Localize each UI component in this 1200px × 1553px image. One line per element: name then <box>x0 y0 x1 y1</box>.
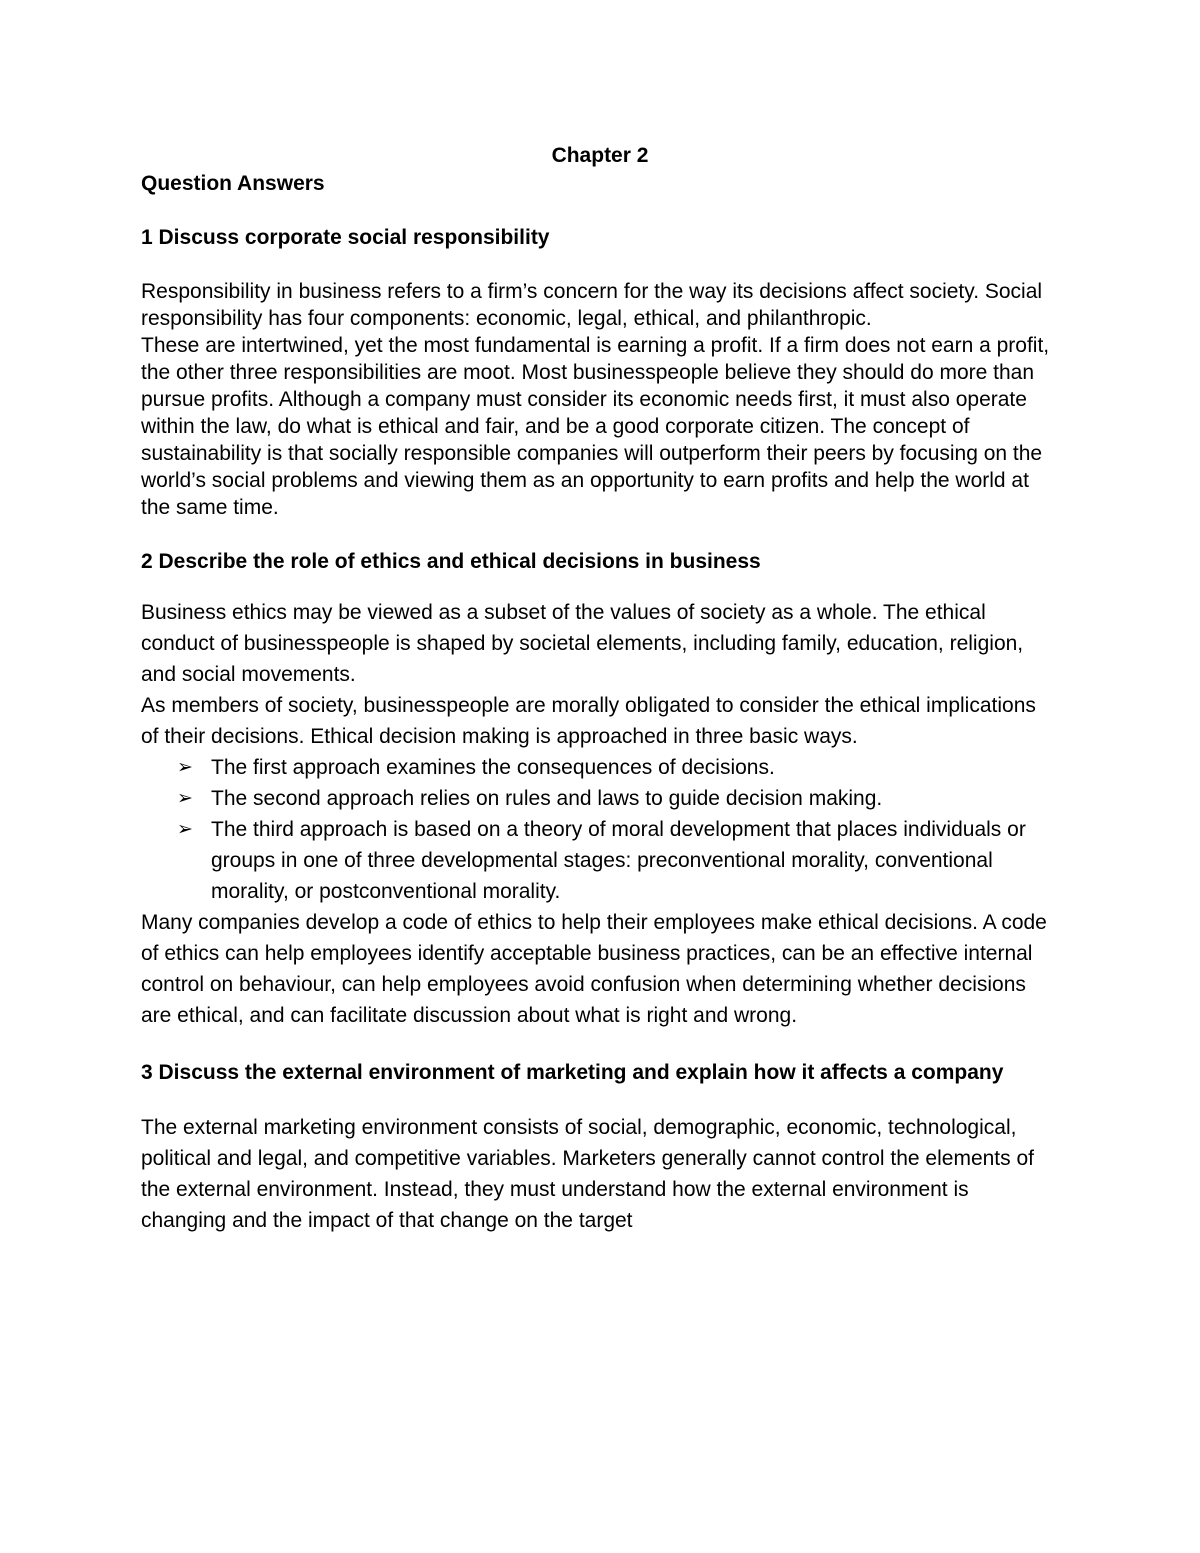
list-item <box>177 783 1059 814</box>
arrowhead-bullet-icon: ➢ <box>177 788 193 809</box>
list-item <box>177 752 1059 783</box>
list-item-text: The third approach is based on a theory of moral development that places individuals or groups in one of three developmental stages: preconventional morality, conventional morality, or postconventional morality. <box>211 818 1026 903</box>
paragraph: The external marketing environment consists of social, demographic, economic, technological, political and legal, and competitive variables. Marketers generally cannot control the elements of the external environment. Instead, they must understand how the external environment is changing and the impact of that change on the target <box>141 1116 1034 1232</box>
paragraph: Responsibility in business refers to a firm’s concern for the way its decisions affect society. Social responsibility has four components: economic, legal, ethical, and philanthropic. <box>141 280 1043 330</box>
section-2 <box>141 548 1059 1031</box>
section-3 <box>141 1059 1059 1236</box>
paragraph: These are intertwined, yet the most fundamental is earning a profit. If a firm does not earn a profit, the other three responsibilities are moot. Most businesspeople believe they should do more than pursue profits. Although a company must consider its economic needs first, it must also operate within the law, do what is ethical and fair, and be a good corporate citizen. The concept of sustainability is that socially responsible companies will outperform their peers by focusing on the world’s social problems and viewing them as an opportunity to earn profits and help the world at the same time. <box>141 334 1050 519</box>
paragraph: Business ethics may be viewed as a subset of the values of society as a whole. The ethical conduct of businesspeople is shaped by societal elements, including family, education, religion, and social movements. <box>141 601 1024 686</box>
list-item <box>177 814 1059 907</box>
arrowhead-bullet-icon: ➢ <box>177 757 193 778</box>
section-1 <box>141 224 1059 521</box>
approach-list <box>141 752 1059 907</box>
section-heading: 3 Discuss the external environment of marketing and explain how it affects a company <box>141 1061 1004 1084</box>
arrowhead-bullet-icon: ➢ <box>177 819 193 840</box>
paragraph: Many companies develop a code of ethics to help their employees make ethical decisions. A code of ethics can help employees identify acceptable business practices, can be an effective internal control on behaviour, can help employees avoid confusion when determining whether decisions are ethical, and can facilitate discussion about what is right and wrong. <box>141 911 1047 1027</box>
list-item-text: The first approach examines the consequences of decisions. <box>211 756 775 779</box>
chapter-title: Chapter 2 <box>551 144 649 167</box>
section-heading: 1 Discuss corporate social responsibility <box>141 226 550 249</box>
section-heading: 2 Describe the role of ethics and ethical decisions in business <box>141 550 761 573</box>
document-page <box>141 142 1059 1236</box>
list-item-text: The second approach relies on rules and laws to guide decision making. <box>211 787 883 810</box>
document-subtitle: Question Answers <box>141 172 325 195</box>
paragraph: As members of society, businesspeople are morally obligated to consider the ethical implications of their decisions. Ethical decision making is approached in three basic ways. <box>141 694 1036 748</box>
